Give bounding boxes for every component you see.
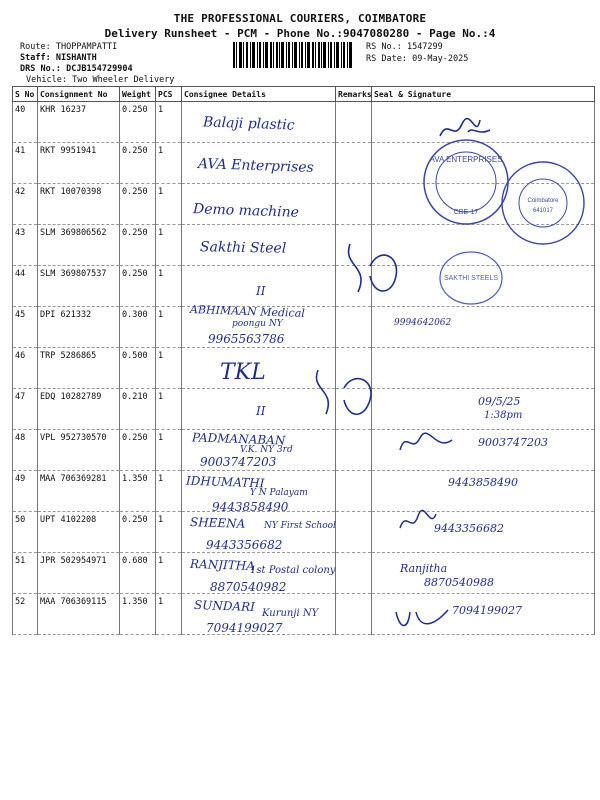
cell-sno: 52: [13, 594, 38, 635]
table-row: [13, 266, 595, 307]
cell-pcs: 1: [156, 430, 182, 471]
cell-consignment: EDQ 10282789: [38, 389, 120, 430]
svg-text:CBE-17: CBE-17: [453, 209, 479, 216]
rs-date-value: 09-May-2025: [412, 54, 469, 64]
cell-remarks: [336, 307, 372, 348]
cell-consignment: MAA 706369115: [38, 594, 120, 635]
svg-text:Coimbatore: Coimbatore: [527, 198, 559, 204]
col-header-weight: Weight: [120, 87, 156, 102]
cell-sno: 41: [13, 143, 38, 184]
handwriting-consignee: PADMANABAN: [191, 430, 286, 448]
handwriting-consignee: SUNDARI: [193, 597, 256, 615]
handwriting-consignee: 8870540982: [210, 580, 287, 594]
cell-sno: 42: [13, 184, 38, 225]
cell-remarks: [336, 553, 372, 594]
handwriting-consignee: AVA Enterprises: [197, 155, 315, 177]
handwriting-consignee: ABHIMAAN Medical: [189, 303, 306, 320]
signature-scribble: [340, 236, 410, 300]
barcode: [233, 42, 353, 68]
handwriting-signature: 9003747203: [478, 436, 548, 449]
handwriting-consignee: II: [256, 284, 266, 298]
cell-weight: 1.350: [120, 471, 156, 512]
cell-weight: 0.500: [120, 348, 156, 389]
handwriting-consignee: poongu NY: [232, 319, 283, 329]
staff-label: Staff:: [20, 53, 51, 63]
drs-value: DCJB154729904: [66, 64, 133, 74]
cell-weight: 0.250: [120, 225, 156, 266]
cell-signature: [372, 348, 595, 389]
handwriting-consignee: NY First School: [264, 521, 336, 531]
cell-consignment: DPI 621332: [38, 307, 120, 348]
handwriting-consignee: Kurunji NY: [262, 608, 319, 619]
cell-pcs: 1: [156, 389, 182, 430]
handwriting-signature: 7094199027: [452, 604, 522, 617]
cell-consignment: RKT 10070398: [38, 184, 120, 225]
cell-consignment: UPT 4102208: [38, 512, 120, 553]
cell-pcs: 1: [156, 471, 182, 512]
col-header-consignment: Consignment No: [38, 87, 120, 102]
signature-scribble: [396, 506, 440, 536]
handwriting-consignee: SHEENA: [189, 515, 246, 531]
cell-remarks: [336, 102, 372, 143]
cell-consignment: SLM 369807537: [38, 266, 120, 307]
handwriting-consignee: Demo machine: [192, 201, 300, 221]
cell-pcs: 1: [156, 553, 182, 594]
cell-weight: 0.210: [120, 389, 156, 430]
cell-sno: 51: [13, 553, 38, 594]
cell-consignment: KHR 16237: [38, 102, 120, 143]
drs-line: [20, 64, 133, 75]
cell-consignment: TRP 5286865: [38, 348, 120, 389]
handwriting-consignee: 9443356682: [206, 538, 283, 552]
rs-date-line: [366, 54, 468, 65]
svg-text:641017: 641017: [532, 208, 554, 214]
cell-weight: 0.250: [120, 512, 156, 553]
cell-pcs: 1: [156, 184, 182, 225]
company-title: THE PROFESSIONAL COURIERS, COIMBATORE: [173, 12, 427, 25]
rs-no-line: [366, 42, 443, 53]
cell-remarks: [336, 430, 372, 471]
cell-pcs: 1: [156, 594, 182, 635]
signature-scribble: [436, 112, 496, 146]
handwriting-consignee: II: [256, 404, 266, 418]
cell-sno: 45: [13, 307, 38, 348]
handwriting-consignee: 1st Postal colony: [250, 565, 336, 576]
handwriting-consignee: Y N Palayam: [250, 488, 308, 498]
cell-weight: 1.350: [120, 594, 156, 635]
cell-sno: 47: [13, 389, 38, 430]
cell-remarks: [336, 471, 372, 512]
col-header-pcs: PCS: [156, 87, 182, 102]
cell-weight: 0.680: [120, 553, 156, 594]
cell-sno: 40: [13, 102, 38, 143]
cell-sno: 46: [13, 348, 38, 389]
handwriting-consignee: Balaji plastic: [202, 114, 295, 134]
handwriting-consignee: IDHUMATHI: [185, 473, 265, 491]
cell-pcs: 1: [156, 266, 182, 307]
cell-remarks: [336, 512, 372, 553]
cell-sno: 50: [13, 512, 38, 553]
handwriting-signature: 9443356682: [434, 522, 504, 535]
signature-scribble: [392, 604, 452, 634]
rs-no-value: 1547299: [406, 42, 443, 52]
staff-line: [20, 53, 97, 64]
drs-label: DRS No.:: [20, 64, 61, 74]
vehicle-label: Vehicle:: [26, 75, 67, 85]
cell-consignment: VPL 952730570: [38, 430, 120, 471]
handwriting-consignee: 7094199027: [206, 621, 283, 635]
table-header-row: [13, 87, 595, 102]
cell-weight: 0.250: [120, 430, 156, 471]
table-row: [13, 348, 595, 389]
signature-scribble: [310, 364, 386, 420]
rs-date-label: RS Date:: [366, 54, 407, 64]
cell-consignment: SLM 369806562: [38, 225, 120, 266]
sakthi-steels-stamp: [436, 246, 506, 310]
cell-sno: 43: [13, 225, 38, 266]
runsheet-subtitle: Delivery Runsheet - PCM - Phone No.:9047080280 - Page No.:4: [104, 27, 496, 40]
cell-remarks: [336, 184, 372, 225]
cell-sno: 44: [13, 266, 38, 307]
col-header-remarks: Remarks: [336, 87, 372, 102]
handwriting-consignee: Sakthi Steel: [199, 239, 287, 257]
cell-weight: 0.250: [120, 143, 156, 184]
cell-weight: 0.250: [120, 184, 156, 225]
handwriting-consignee: TKL: [220, 360, 266, 385]
handwriting-signature: 8870540988: [424, 576, 494, 589]
handwriting-consignee: 9965563786: [208, 332, 285, 346]
staff-value: NISHANTH: [55, 53, 97, 63]
cell-pcs: 1: [156, 348, 182, 389]
cell-pcs: 1: [156, 225, 182, 266]
cell-weight: 0.300: [120, 307, 156, 348]
handwriting-consignee: 9003747203: [200, 455, 277, 469]
handwriting-signature: 09/5/25: [478, 395, 521, 408]
cell-consignment: MAA 706369281: [38, 471, 120, 512]
svg-text:AVA ENTERPRISES: AVA ENTERPRISES: [429, 155, 503, 164]
route-value: THOPPAMPATTI: [55, 42, 118, 52]
signature-scribble: [396, 428, 456, 458]
cell-weight: 0.250: [120, 102, 156, 143]
cell-pcs: 1: [156, 102, 182, 143]
handwriting-signature: 9994642062: [394, 318, 452, 328]
cell-sno: 49: [13, 471, 38, 512]
cell-pcs: 1: [156, 143, 182, 184]
col-header-consignee: Consignee Details: [182, 87, 336, 102]
handwriting-signature: 9443858490: [448, 476, 518, 489]
col-header-signature: Seal & Signature: [372, 87, 595, 102]
cell-weight: 0.250: [120, 266, 156, 307]
vehicle-value: Two Wheeler Delivery: [72, 75, 175, 85]
cell-remarks: [336, 594, 372, 635]
route-label: Route:: [20, 42, 51, 52]
cell-sno: 48: [13, 430, 38, 471]
cell-consignment: JPR 502954971: [38, 553, 120, 594]
remo-machine-works-stamp: [498, 158, 588, 248]
cell-pcs: 1: [156, 512, 182, 553]
handwriting-consignee: 9443858490: [212, 500, 289, 514]
svg-text:SAKTHI STEELS: SAKTHI STEELS: [443, 275, 499, 282]
col-header-sno: S No: [13, 87, 38, 102]
cell-remarks: [336, 143, 372, 184]
handwriting-consignee: RANJITHA: [189, 556, 256, 574]
cell-pcs: 1: [156, 307, 182, 348]
cell-consignment: RKT 9951941: [38, 143, 120, 184]
vehicle-line: [26, 75, 174, 86]
rs-no-label: RS No.:: [366, 42, 402, 52]
handwriting-signature: 1:38pm: [484, 410, 523, 421]
handwriting-signature: Ranjitha: [400, 562, 448, 575]
table-row: [13, 512, 595, 553]
handwriting-consignee: V.K. NY 3rd: [240, 445, 293, 455]
route-line: [20, 42, 117, 53]
